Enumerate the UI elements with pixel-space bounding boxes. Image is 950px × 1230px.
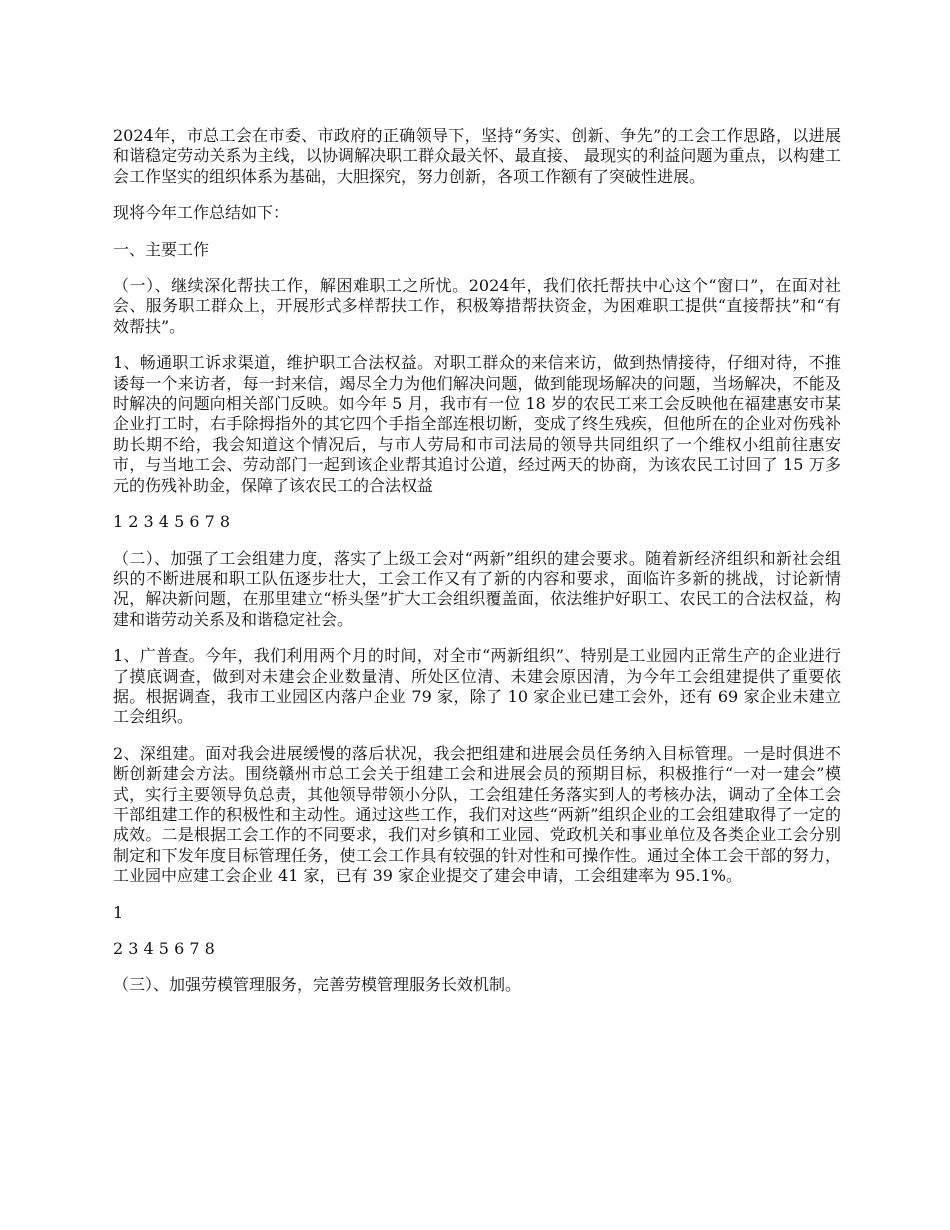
section-heading-main-work: 一、主要工作 [113, 239, 210, 259]
paragraph-item-2-2: 2、深组建。面对我会进展缓慢的落后状况，我会把组建和进展会员任务纳入目标管理。一是时俱进不断创新建会方法。围绕赣州市总工会关于组建工会和进展会员的预期目标，积极推行“一对一建会”模式，实行主要领导负总责，其他领导带领小分队，工会组建任务落实到人的考核办法，调动了全体工会干部组建工作的积极性和主动性。通过这些工作，我们对这些“两新”组织企业的工会组建取得了一定的成效。二是根据工会工作的不同要求，我们对乡镇和工业园、党政机关和事业单位及各类企业工会分别制定和下发年度目标管理任务，使工会工作具有较强的针对性和可操作性。通过全体工会干部的努力，工业园中应建工会企业 41 家，已有 39 家企业提交了建会申请，工会组建率为 95.1%。 [113, 743, 841, 886]
document-body [113, 126, 841, 1012]
paragraph-summary-lead: 现将今年工作总结如下： [113, 203, 290, 223]
paragraph-section-3: （三）、加强劳模管理服务，完善劳模管理服务长效机制。 [113, 975, 522, 995]
paragraph-section-2: （二）、加强了工会组建力度，落实了上级工会对“两新”组织的建会要求。随着新经济组织和新社会组织的不断进展和职工队伍逐步壮大，工会工作又有了新的内容和要求，面临许多新的挑战，讨论新情况，解决新问题，在那里建立“桥头堡”扩大工会组织覆盖面，依法维护好职工、农民工的合法权益，构建和谐劳动关系及和谐稳定社会。 [113, 548, 841, 629]
paragraph-section-1: （一）、继续深化帮扶工作，解困难职工之所忧。2024年，我们依托帮扶中心这个“窗口”，在面对社会、服务职工群众上，开展形式多样帮扶工作，积极筹措帮扶资金，为困难职工提供“直接帮扶”和“有效帮扶”。 [113, 276, 841, 336]
page-number-row: 1 2 3 4 5 6 7 8 [113, 512, 231, 532]
paragraph-intro: 2024年，市总工会在市委、市政府的正确领导下，坚持“务实、创新、争先”的工会工作思路，以进展和谐稳定劳动关系为主线，以协调解决职工群众最关怀、最直接、 最现实的利益问题为重点，以构建工会工作坚实的组织体系为基础，大胆探究，努力创新，各项工作额有了突破性进展。 [113, 126, 841, 186]
paragraph-item-2-1: 1、广普查。今年，我们利用两个月的时间，对全市“两新组织”、特别是工业园内正常生产的企业进行了摸底调查，做到对未建会企业数量清、所处区位清、未建会原因清，为今年工会组建提供了重要依据。根据调查，我市工业园区内落户企业 79 家，除了 10 家企业已建工会外，还有 69 家企业未建立工会组织。 [113, 646, 841, 727]
page-number-row-2: 2 3 4 5 6 7 8 [113, 939, 215, 958]
page-number-single: 1 [113, 902, 124, 922]
paragraph-item-1-1: 1、畅通职工诉求渠道，维护职工合法权益。对职工群众的来信来访，做到热情接待，仔细对待，不推诿每一个来访者，每一封来信，竭尽全力为他们解决问题，做到能现场解决的问题，当场解决，不能及时解决的问题向相关部门反映。如今年 5 月，我市有一位 18 岁的农民工来工会反映他在福建惠安市某企业打工时，右手除拇指外的其它四个手指全部连根切断，变成了终生残疾，但他所在的企业对伤残补助长期不给，我会知道这个情况后，与市人劳局和市司法局的领导共同组织了一个维权小组前往惠安市，与当地工会、劳动部门一起到该企业帮其追讨公道，经过两天的协商，为该农民工讨回了 15 万多元的伤残补助金，保障了该农民工的合法权益 [113, 353, 841, 495]
